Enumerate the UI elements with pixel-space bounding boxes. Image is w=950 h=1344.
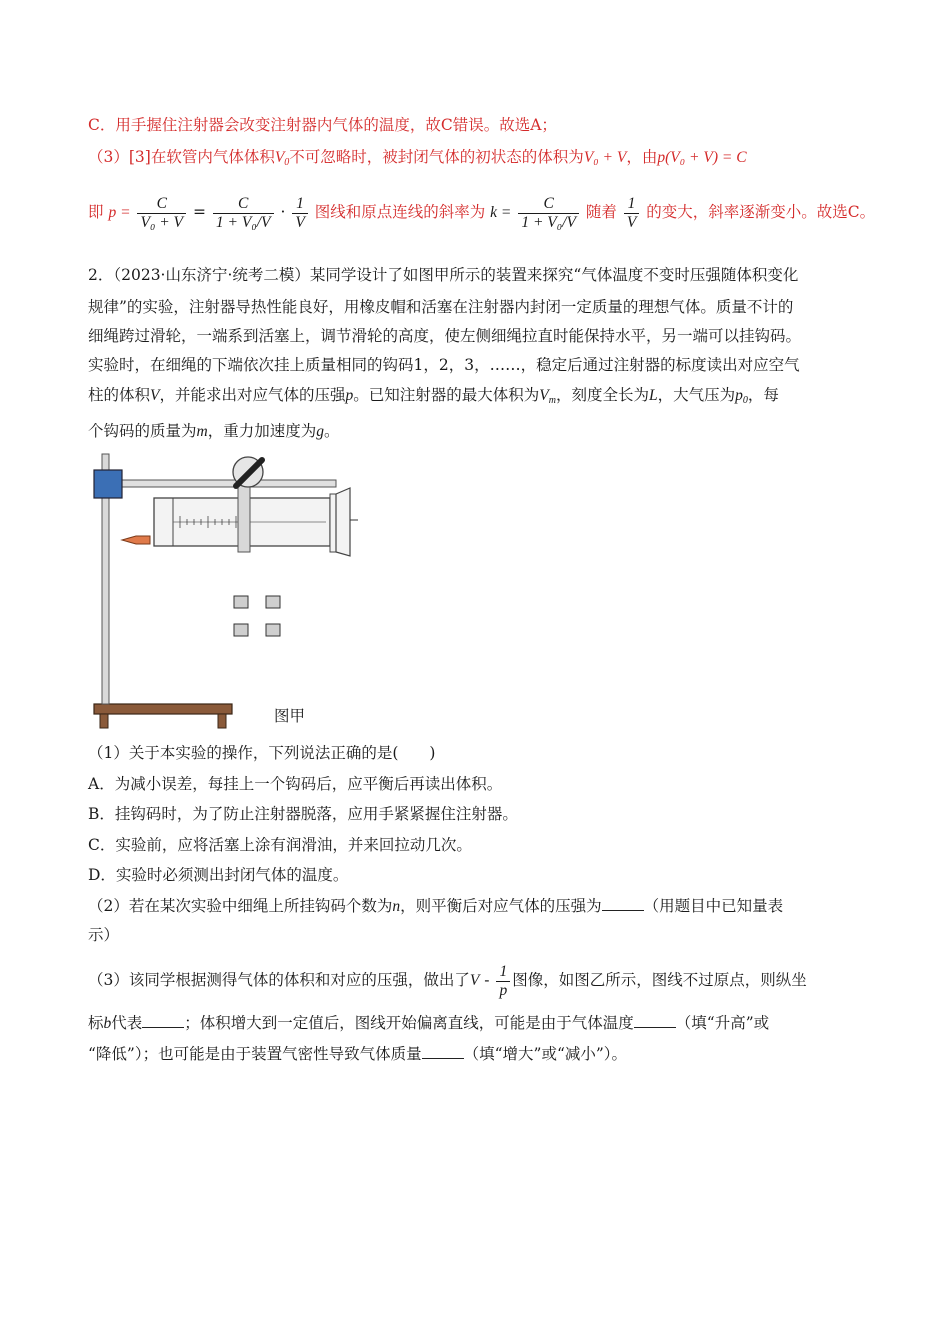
sub2-line-2: 示） bbox=[88, 926, 120, 944]
fraction-1-over-v: $\frac{1}{V}$ bbox=[292, 195, 307, 232]
clamp bbox=[94, 470, 122, 498]
fraction-1-over-v-b: $\frac{1}{V}$ bbox=[624, 195, 639, 232]
question-line-5: 柱的体积V，并能求出对应气体的压强p。已知注射器的最大体积为$V_m$，刻度全长为L，大气压为$p_0$，每 bbox=[88, 386, 779, 406]
question-line-1: 2．（2023·山东济宁·统考二模）某同学设计了如图甲所示的装置来探究“气体温度不变时压强随体积变化 bbox=[88, 266, 799, 284]
sub1-stem: （1）关于本实验的操作，下列说法正确的是( ) bbox=[88, 744, 436, 762]
rubber-cap bbox=[122, 536, 150, 544]
horizontal-rod bbox=[116, 480, 336, 487]
apparatus-figure bbox=[88, 452, 358, 736]
sub1-option-c: C．实验前，应将活塞上涂有润滑油，并来回拉动几次。 bbox=[88, 836, 472, 854]
question-line-6: 个钩码的质量为m，重力加速度为g。 bbox=[88, 422, 340, 440]
var-v0: $V_0$ bbox=[274, 149, 290, 168]
question-line-2: 规律”的实验，注射器导热性能良好，用橡皮帽和活塞在注射器内封闭一定质量的理想气体。质量不计的 bbox=[88, 298, 794, 316]
fraction-1-over-p: $\frac{1}{p}$ bbox=[496, 963, 510, 1000]
figure-caption: 图甲 bbox=[274, 707, 306, 725]
question-line-4: 实验时，在细绳的下端依次挂上质量相同的钩码1，2，3，……，稳定后通过注射器的标度读出对应空气 bbox=[88, 356, 800, 374]
sub1-option-b: B．挂钩码时，为了防止注射器脱落，应用手紧紧握住注射器。 bbox=[88, 805, 518, 823]
expr-v0-plus-v: V₀ + V bbox=[583, 149, 627, 166]
sub1-option-a: A．为减小误差，每挂上一个钩码后，应平衡后再读出体积。 bbox=[88, 775, 503, 793]
solution-line-c: C．用手握住注射器会改变注射器内气体的温度，故C错误。故选A； bbox=[88, 116, 557, 134]
stand-foot-right bbox=[218, 714, 226, 728]
answer-blank-mass[interactable] bbox=[422, 1044, 464, 1059]
sub3-line-1: （3）该同学根据测得气体的体积和对应的压强，做出了V - $\frac{1}{p}$ 图像，如图乙所示，图线不过原点，则纵坐 bbox=[88, 962, 807, 999]
answer-blank-b[interactable] bbox=[142, 1013, 184, 1028]
stand-foot-left bbox=[100, 714, 108, 728]
question-line-3: 细绳跨过滑轮，一端系到活塞上，调节滑轮的高度，使左侧细绳拉直时能保持水平，另一端可以挂钩码。 bbox=[88, 327, 802, 345]
expr-pv-eq-c: p(V₀ + V) = C bbox=[657, 149, 747, 166]
sub2-line-1: （2）若在某次实验中细绳上所挂钩码个数为n，则平衡后对应气体的压强为 （用题目中已知量表 bbox=[88, 897, 784, 915]
sub3-line-3: “降低”）；也可能是由于装置气密性导致气体质量 （填“增大”或“减小”）。 bbox=[88, 1045, 628, 1063]
answer-blank-temperature[interactable] bbox=[634, 1013, 676, 1028]
stand-base bbox=[94, 704, 232, 714]
sub3-line-2: 标b代表 ；体积增大到一定值后，图线开始偏离直线，可能是由于气体温度 （填“升高”或 bbox=[88, 1014, 770, 1032]
solution-line-3: （3）[3]在软管内气体体积$V_0$不可忽略时，被封闭气体的初状态的体积为V₀ + V，由p(V₀ + V) = C bbox=[88, 148, 747, 168]
loose-weights bbox=[234, 596, 280, 636]
fraction-c-over-v0v: $\frac{C}{\text{V₀ + V}}$ bbox=[137, 195, 186, 232]
syringe-apparatus-diagram bbox=[88, 452, 358, 732]
syringe-flange bbox=[336, 488, 350, 556]
answer-blank-pressure[interactable] bbox=[602, 896, 644, 911]
sub1-option-d: D．实验时必须测出封闭气体的温度。 bbox=[88, 866, 349, 884]
solution-line-4: 即 p = $\frac{C}{\text{V₀ + V}}$ = $\frac{C}{\text{1 + V₀/V}}$ · $\frac{1}{V}$ 图线和原点连线的斜率为 k = $\frac{C}{\text{1 + V₀/V}}$ 随着 $\frac{1}{V}$ 的变大，斜率逐渐变小。故选C。 bbox=[88, 194, 876, 231]
fraction-slope: $\frac{C}{\text{1 + V₀/V}}$ bbox=[518, 195, 579, 232]
fraction-c-over-1-plus: $\frac{C}{\text{1 + V₀/V}}$ bbox=[213, 195, 274, 232]
